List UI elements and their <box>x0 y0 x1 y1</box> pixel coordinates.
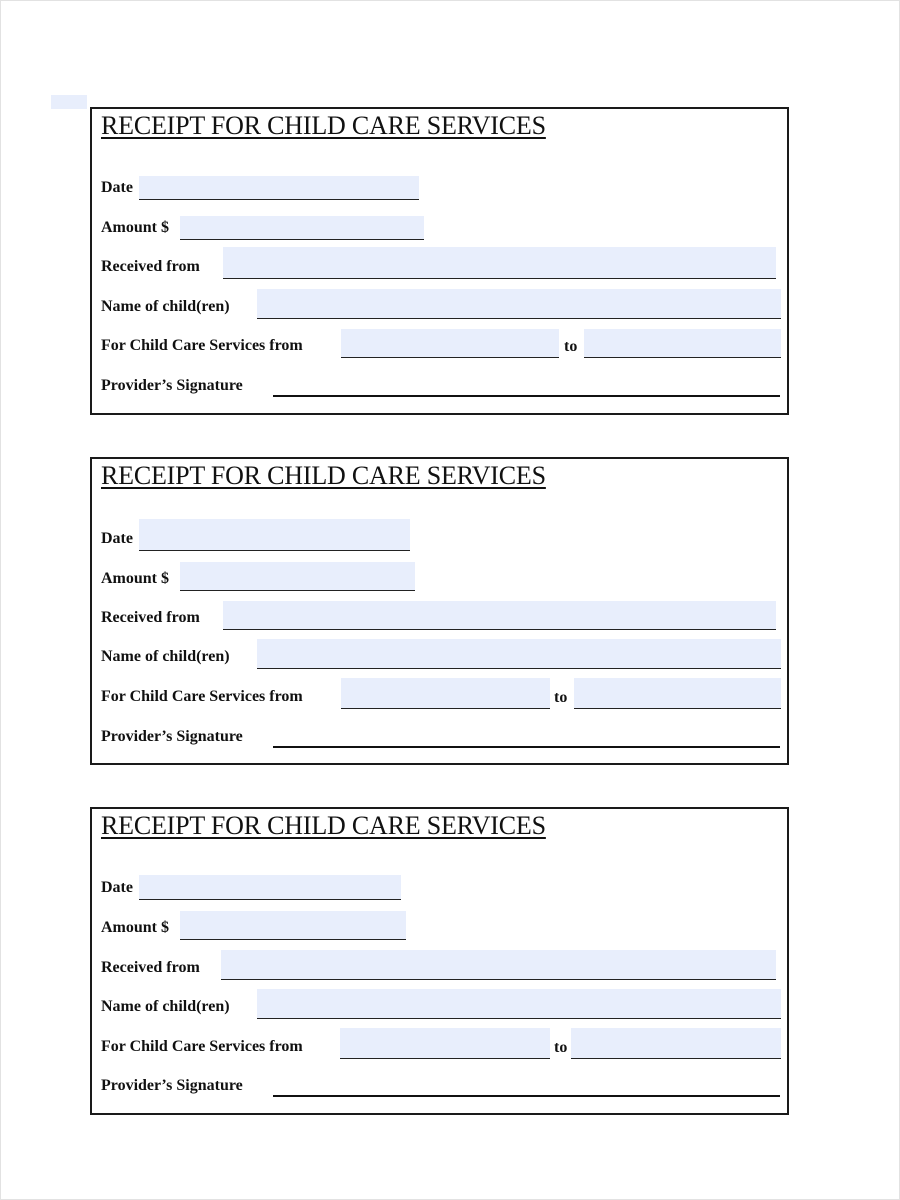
receipt-title: RECEIPT FOR CHILD CARE SERVICES <box>101 461 546 490</box>
children-name-field[interactable] <box>257 639 781 669</box>
signature-label: Provider’s Signature <box>101 377 243 394</box>
receipt-title: RECEIPT FOR CHILD CARE SERVICES <box>101 811 546 840</box>
services-from-label: For Child Care Services from <box>101 337 303 354</box>
children-name-label: Name of child(ren) <box>101 298 230 315</box>
amount-label: Amount $ <box>101 219 170 236</box>
amount-label: Amount $ <box>101 919 170 936</box>
corner-form-field[interactable] <box>51 95 87 109</box>
services-end-date-field[interactable] <box>571 1028 781 1059</box>
services-start-date-field[interactable] <box>341 678 550 709</box>
signature-label: Provider’s Signature <box>101 1077 243 1094</box>
receipt-form-1 <box>90 107 789 415</box>
date-label: Date <box>101 879 133 896</box>
services-start-date-field[interactable] <box>340 1028 550 1059</box>
amount-field[interactable] <box>180 911 406 940</box>
children-name-label: Name of child(ren) <box>101 648 230 665</box>
to-label: to <box>554 689 568 706</box>
amount-field[interactable] <box>180 562 415 591</box>
children-name-label: Name of child(ren) <box>101 998 230 1015</box>
services-start-date-field[interactable] <box>341 329 559 358</box>
services-from-label: For Child Care Services from <box>101 688 303 705</box>
services-from-label: For Child Care Services from <box>101 1038 303 1055</box>
services-end-date-field[interactable] <box>574 678 781 709</box>
signature-label: Provider’s Signature <box>101 728 243 745</box>
children-name-field[interactable] <box>257 989 781 1019</box>
date-label: Date <box>101 530 133 547</box>
amount-field[interactable] <box>180 216 424 240</box>
receipt-title: RECEIPT FOR CHILD CARE SERVICES <box>101 111 546 140</box>
received-from-field[interactable] <box>221 950 776 980</box>
to-label: to <box>564 338 578 355</box>
services-end-date-field[interactable] <box>584 329 781 358</box>
date-field[interactable] <box>139 176 419 200</box>
date-field[interactable] <box>139 875 401 900</box>
received-from-label: Received from <box>101 959 200 976</box>
signature-line[interactable] <box>273 375 780 397</box>
to-label: to <box>554 1039 568 1056</box>
signature-line[interactable] <box>273 726 780 748</box>
amount-label: Amount $ <box>101 570 170 587</box>
received-from-field[interactable] <box>223 601 776 630</box>
signature-line[interactable] <box>273 1075 780 1097</box>
received-from-label: Received from <box>101 258 200 275</box>
date-field[interactable] <box>139 519 410 551</box>
receipt-form-3 <box>90 807 789 1115</box>
receipt-form-2 <box>90 457 789 765</box>
date-label: Date <box>101 179 133 196</box>
received-from-field[interactable] <box>223 247 776 279</box>
received-from-label: Received from <box>101 609 200 626</box>
children-name-field[interactable] <box>257 289 781 319</box>
